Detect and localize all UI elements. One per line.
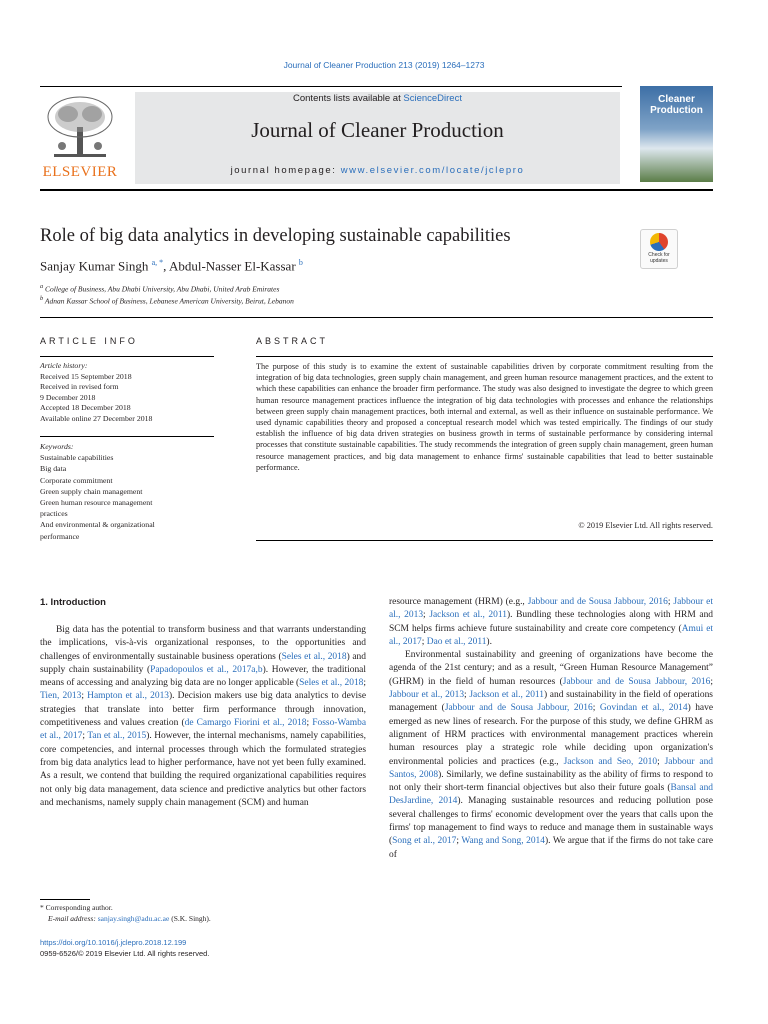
section-heading: 1. Introduction — [40, 597, 106, 608]
abstract-copyright: © 2019 Elsevier Ltd. All rights reserved. — [578, 521, 713, 530]
citation-link[interactable]: Jabbour and de Sousa Jabbour, 2016 — [562, 676, 711, 687]
body-text: ; — [464, 690, 470, 701]
journal-citation[interactable]: Journal of Cleaner Production 213 (2019) 1264–1273 — [283, 60, 485, 70]
affiliation-mark: b — [40, 295, 44, 302]
citation-link[interactable]: Jabbour and de Sousa Jabbour, 2016 — [444, 703, 593, 714]
footnote — [40, 903, 370, 924]
citation-link[interactable]: Jabbour et al., 2013 — [389, 690, 465, 701]
citation-link[interactable]: Jackson et al., 2011 — [469, 690, 545, 701]
history-item: Available online 27 December 2018 — [40, 413, 153, 423]
email-line — [40, 914, 370, 925]
paragraph — [389, 596, 713, 649]
body-text: ). However, the traditional means of accessing and analyzing big data are no longer applicable ( — [40, 664, 366, 689]
history-item: Received 15 September 2018 — [40, 371, 132, 381]
footnote-text: Corresponding author. — [45, 903, 113, 912]
journal-cover-image[interactable] — [640, 86, 713, 182]
abstract-text: The purpose of this study is to examine the extent of sustainable capabilities driven by corporate commitment resulting from the integration of big data technologies, green supply chain management, and green human resource management practices, and the extent to which these capabilities can enhance the broader firm performance. The study was also designed to investigate the degree to which green human resource management practices influence the integration of big data technologies with processes and enhance the relationships between green supply chain management practices, both internal and external, as well as their influence on sustainable performance. We used dynamic capabilities theory and proposed a conceptual research model which was tested empirically. The findings of our study establish the influence of big data driven strategies on business growth in terms of sustainable performance by considering internal processes that constitute sustainable capabilities. The study recommends the integration of green supply chain management, green human resource management practices, and big data management to enhance firms' sustainable capabilities that lead to better sustainable performance. — [256, 362, 713, 472]
corresponding-author-note — [40, 903, 370, 914]
paragraph — [389, 649, 713, 862]
body-text: resource management (HRM) (e.g., — [389, 597, 528, 607]
body-text: ; — [363, 678, 367, 689]
history-list — [40, 372, 218, 425]
body-text: ). Decision makers use big data analytics to devise strategies that translate into better firm performance through innovation, competitiveness and values creation ( — [40, 691, 367, 729]
email-link[interactable]: sanjay.singh@adu.ac.ae — [97, 913, 170, 923]
article-info-heading: ARTICLE INFO — [40, 336, 138, 346]
doi-block — [40, 937, 209, 959]
keywords-list — [40, 452, 218, 542]
body-text: Environmental sustainability and greening of organizations have become the agenda of the 21st century; and as a result, “Green Human Resource Management” (GHRM) in the field of human resources ( — [389, 650, 713, 687]
affiliation-a — [40, 283, 279, 294]
body-text: ) and sustainability in the field of operations management ( — [389, 690, 713, 714]
body-text: ; — [82, 731, 88, 742]
affiliation-text: College of Business, Abu Dhabi University, Abu Dhabi, United Arab Emirates — [45, 284, 280, 294]
body-text: Big data has the potential to transform business and that warrants understanding the implications, vis-à-vis organizational responses, to the opportunities and challenges of environmentally sustainable business operations ( — [40, 625, 366, 662]
body-text: ; — [592, 703, 600, 714]
citation-link[interactable]: Jackson and Seo, 2010 — [563, 756, 658, 767]
body-text: ). Managing sustainable resources and reducing pollution pose several challenges to firms' economic development over the years that calls upon the firms' top management to find ways to reduce and manage them in sustainable ways ( — [389, 796, 713, 847]
elsevier-logo[interactable] — [40, 92, 125, 184]
footnote-mark: * — [40, 903, 44, 912]
history-item: Accepted 18 December 2018 — [40, 403, 131, 413]
history-item: 9 December 2018 — [40, 392, 96, 402]
author-list — [40, 258, 620, 274]
contents-line — [135, 93, 620, 104]
body-column-left — [40, 624, 366, 810]
journal-name: Journal of Cleaner Production — [251, 118, 504, 142]
citation-link[interactable]: Govindan et al., 2014 — [599, 703, 688, 714]
body-text: ) and supply chain sustainability ( — [40, 651, 366, 675]
body-text: ; — [423, 610, 430, 621]
journal-homepage — [135, 165, 620, 176]
keyword-item: performance — [40, 531, 80, 541]
affiliation-b — [40, 295, 294, 306]
citation-link[interactable]: Seles et al., 2018 — [281, 651, 347, 662]
doi-link[interactable]: https://doi.org/10.1016/j.jclepro.2018.12.199 — [40, 938, 187, 947]
body-text: ; — [456, 836, 462, 847]
citation-link[interactable]: Jabbour et al., 2013 — [389, 597, 713, 621]
history-label: Article history: — [40, 361, 88, 370]
paper-title: Role of big data analytics in developing sustainable capabilities — [40, 226, 511, 246]
divider — [40, 356, 214, 357]
affiliation-text: Adnan Kassar School of Business, Lebanese American University, Beirut, Lebanon — [44, 296, 294, 306]
body-column-right — [389, 596, 713, 862]
citation-link[interactable]: Jabbour and Santos, 2008 — [389, 756, 714, 780]
keyword-item: Green supply chain management — [40, 486, 143, 496]
check-updates-label: Check for updates — [648, 252, 670, 264]
citation-link[interactable]: Jabbour and de Sousa Jabbour, 2016 — [527, 597, 668, 607]
author-name[interactable]: Abdul-Nasser El-Kassar — [168, 258, 296, 274]
elsevier-wordmark: ELSEVIER — [42, 164, 118, 180]
elsevier-tree-icon — [40, 92, 120, 162]
divider — [40, 317, 713, 318]
issn-line: 0959-6526/© 2019 Elsevier Ltd. All rights reserved. — [40, 949, 210, 958]
citation-link[interactable]: Dao et al., 2011 — [426, 636, 487, 647]
body-text: ) have emerged as new lines of research. For the purpose of this study, we define GHRM as alignment of HRM practices with environmental management practices wherein human resources play a strategic role while deciding upon organization's environmental policies and practices (e.g., — [389, 703, 714, 767]
citation-link[interactable]: Hampton et al., 2013 — [87, 691, 170, 702]
citation-link[interactable]: Seles et al., 2018 — [299, 678, 364, 689]
body-text: ; — [306, 718, 313, 729]
body-text: ). We argue that if the firms do not take care of — [389, 836, 714, 860]
author-name[interactable]: Sanjay Kumar Singh — [40, 258, 149, 274]
citation-link[interactable]: Fosso-Wamba et al., 2017 — [40, 718, 367, 742]
body-text: ; — [710, 676, 713, 687]
sciencedirect-link[interactable]: ScienceDirect — [403, 93, 462, 104]
homepage-link[interactable]: www.elsevier.com/locate/jclepro — [340, 165, 525, 176]
masthead-bottom-rule — [40, 189, 713, 191]
keyword-item: And environmental & organizational — [40, 520, 155, 530]
cover-title — [640, 94, 713, 116]
body-text: ). Bundling these technologies along with HRM and SCM helps firms achieve future sustainability and create core competency ( — [389, 610, 714, 634]
author-separator: , — [163, 258, 169, 274]
email-label: E-mail address: — [48, 913, 96, 923]
citation-link[interactable]: Bansal and DesJardine, 2014 — [389, 783, 714, 807]
masthead-top-rule — [40, 86, 622, 87]
email-suffix: (S.K. Singh). — [169, 913, 211, 923]
cover-title-line-1: Cleaner — [658, 94, 695, 105]
footnote-rule — [40, 899, 90, 900]
crossmark-icon — [650, 233, 668, 251]
citation-link[interactable]: Tien, 2013 — [40, 691, 82, 702]
citation-link[interactable]: Song et al., 2017 — [392, 836, 457, 847]
body-text: ). Similarly, we define sustainability as the ability of firms to respond to not only their short-term financial objectives but also their future goals ( — [389, 769, 714, 794]
history-item: Received in revised form — [40, 382, 119, 392]
keyword-item: practices — [40, 509, 68, 519]
keyword-item: Green human resource management — [40, 498, 153, 508]
abstract-heading: ABSTRACT — [256, 336, 329, 346]
contents-prefix: Contents lists available at — [293, 93, 404, 104]
divider — [256, 356, 713, 357]
citation-link[interactable]: Jackson et al., 2011 — [429, 610, 507, 621]
body-text: ; — [657, 756, 665, 767]
cover-title-line-2: Production — [650, 105, 703, 116]
citation-link[interactable]: de Camargo Fiorini et al., 2018 — [184, 718, 307, 729]
paragraph — [40, 624, 366, 810]
author-affiliation-mark[interactable]: a, * — [151, 258, 164, 267]
body-text: ). However, the internal mechanisms, namely capabilities, core competencies, and internal processes through which the formulated strategies from big data analytics lead to higher performance, have not yet been fully examined. As a result, we contend that building the required organizational capabilities requires not only big data management, data science and predictive analytics but other factors and mechanisms, namely supply chain management (SCM) and human — [40, 731, 367, 808]
keywords — [40, 441, 218, 542]
body-text: ; — [667, 597, 674, 607]
citation-link[interactable]: Tan et al., 2015 — [87, 731, 147, 742]
divider — [40, 436, 214, 437]
body-text: ; — [81, 691, 88, 702]
citation-link[interactable]: Amui et al., 2017 — [389, 623, 714, 647]
keyword-item: Corporate commitment — [40, 475, 113, 485]
check-for-updates-badge[interactable] — [640, 229, 678, 269]
affiliation-mark: a — [40, 283, 44, 290]
citation-link[interactable]: Wang and Song, 2014 — [461, 836, 545, 847]
keyword-item: Big data — [40, 464, 67, 474]
body-text: ). — [486, 636, 492, 647]
citation-link[interactable]: Papadopoulos et al., 2017a,b — [150, 664, 263, 675]
body-text: ; — [421, 636, 427, 647]
homepage-prefix: journal homepage: — [230, 165, 341, 176]
article-history — [40, 361, 218, 425]
keyword-item: Sustainable capabilities — [40, 453, 114, 463]
keywords-label: Keywords: — [40, 442, 74, 451]
divider — [256, 540, 713, 541]
author-affiliation-mark[interactable]: b — [298, 258, 303, 267]
